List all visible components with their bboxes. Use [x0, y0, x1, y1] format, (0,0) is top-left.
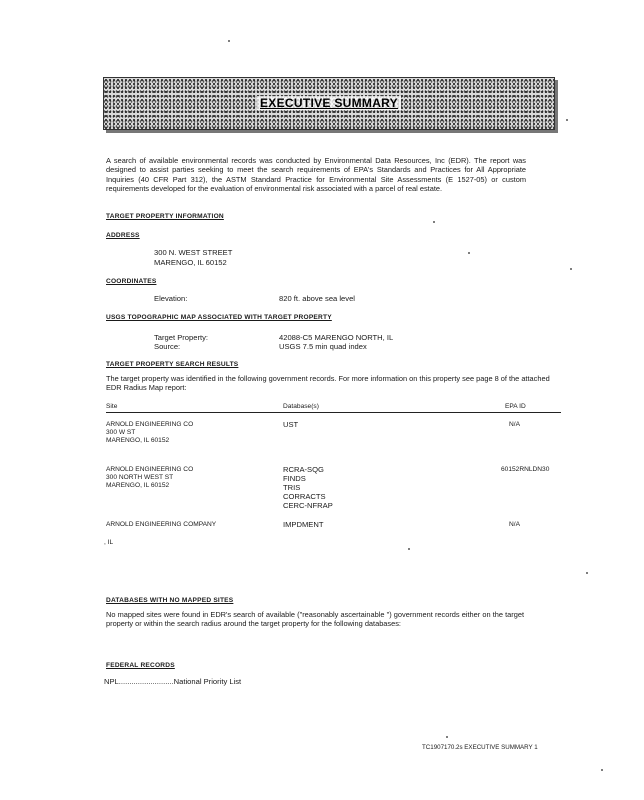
usgs-heading: USGS TOPOGRAPHIC MAP ASSOCIATED WITH TARGET PROPERTY	[106, 314, 332, 321]
site-2-address-2: MARENGO, IL 60152	[106, 482, 170, 489]
usgs-source-label: Source:	[154, 342, 181, 351]
col-header-site: Site	[106, 403, 118, 410]
npl-label: NPL	[104, 677, 119, 686]
site-1-address-1: 300 W ST	[106, 429, 136, 436]
scan-speck	[570, 268, 572, 270]
npl-value: National Priority List	[173, 677, 242, 686]
site-3-epa-id: N/A	[509, 521, 520, 528]
scan-speck	[601, 769, 603, 771]
site-1-database-1: UST	[283, 420, 299, 429]
col-header-epa-id: EPA ID	[505, 403, 526, 410]
scan-speck	[433, 221, 435, 223]
usgs-target-label: Target Property:	[154, 333, 209, 342]
page-footer: TC1907170.2s EXECUTIVE SUMMARY 1	[422, 744, 538, 751]
site-2-database-4: CORRACTS	[283, 492, 326, 501]
npl-leader-dots: ..........................	[118, 677, 174, 686]
scan-speck	[566, 119, 568, 121]
site-1-address-2: MARENGO, IL 60152	[106, 437, 170, 444]
table-header-rule	[106, 412, 561, 413]
site-2-address-1: 300 NORTH WEST ST	[106, 474, 174, 481]
search-results-heading: TARGET PROPERTY SEARCH RESULTS	[106, 361, 239, 368]
address-line-1: 300 N. WEST STREET	[154, 248, 233, 257]
site-2-name: ARNOLD ENGINEERING CO	[106, 466, 194, 473]
site-3-database-1: IMPDMENT	[283, 520, 324, 529]
scan-speck	[468, 252, 470, 254]
page-title-text: EXECUTIVE SUMMARY	[257, 96, 401, 110]
scan-speck	[586, 572, 588, 574]
no-mapped-text: No mapped sites were found in EDR's search of available ("reasonably ascertainable ") government records either on the target property or within the search radius around the target property for the following databases:	[106, 610, 524, 629]
no-mapped-heading: DATABASES WITH NO MAPPED SITES	[106, 597, 234, 604]
usgs-source-value: USGS 7.5 min quad index	[279, 342, 367, 351]
col-header-databases: Database(s)	[283, 403, 319, 410]
scan-speck	[408, 548, 410, 550]
scan-speck	[228, 40, 230, 42]
usgs-target-value: 42088-C5 MARENGO NORTH, IL	[279, 333, 394, 342]
elevation-value: 820 ft. above sea level	[279, 294, 355, 303]
site-3-name: ARNOLD ENGINEERING COMPANY	[106, 521, 217, 528]
coordinates-heading: COORDINATES	[106, 278, 157, 285]
site-3-address-1: , IL	[104, 539, 114, 546]
site-1-epa-id: N/A	[509, 421, 520, 428]
address-heading: ADDRESS	[106, 232, 140, 239]
npl-row	[104, 677, 241, 686]
site-2-database-3: TRIS	[283, 483, 301, 492]
site-2-database-2: FINDS	[283, 474, 306, 483]
site-2-database-5: CERC-NFRAP	[283, 501, 333, 510]
target-property-heading: TARGET PROPERTY INFORMATION	[106, 213, 224, 220]
site-1-name: ARNOLD ENGINEERING CO	[106, 421, 194, 428]
page-title	[104, 96, 554, 110]
address-line-2: MARENGO, IL 60152	[154, 258, 227, 267]
scan-speck	[446, 736, 448, 738]
elevation-label: Elevation:	[154, 294, 188, 303]
intro-paragraph: A search of available environmental records was conducted by Environmental Data Resources, Inc (EDR). The report was designed to assist parties seeking to meet the search requirements of EPA's Standards and Practices for All Appropriate Inquiries (40 CFR Part 312), the ASTM Standard Practice for Environmental Site Assessments (E 1527-05) or custom requirements developed for the evaluation of environmental risk associated with a parcel of real estate.	[106, 156, 526, 193]
search-results-intro: The target property was identified in the following government records. For more information on this property see page 8 of the attached EDR Radius Map report:	[106, 374, 550, 393]
site-2-database-1: RCRA-SQG	[283, 465, 324, 474]
federal-records-heading: FEDERAL RECORDS	[106, 662, 175, 669]
title-banner	[103, 77, 555, 130]
site-2-epa-id: 60152RNLDN30	[501, 466, 550, 473]
